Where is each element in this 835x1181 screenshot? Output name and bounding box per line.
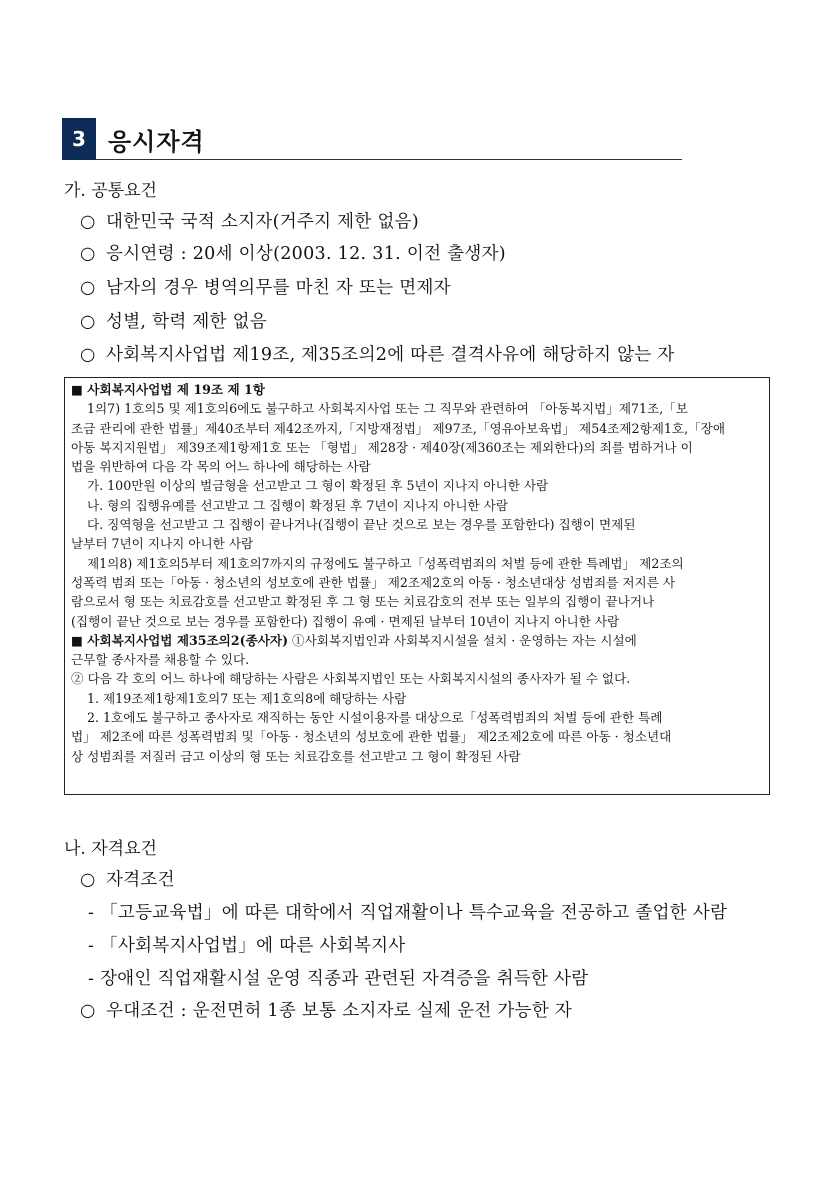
qualification-title: 나. 자격요건 [64,839,157,859]
list-item: ○ 대한민국 국적 소지자(거주지 제한 없음) [80,212,419,232]
law-line: 상 성범죄를 저질러 금고 이상의 형 또는 치료감호를 선고받고 그 형이 확정된 사람 [71,748,521,764]
law-line: 1의7) 1호의5 및 제1호의6에도 불구하고 사회복지사업 또는 그 직무와 관련하여 「아동복지법」제71조,「보 [87,401,688,417]
list-item: ○ 자격조건 [80,870,175,890]
list-item: ○ 응시연령 : 20세 이상(2003. 12. 31. 이전 출생자) [80,244,506,264]
list-item: ○ 우대조건 : 운전면허 1종 보통 소지자로 실제 운전 가능한 자 [80,1001,573,1021]
law-line: 1. 제19조제1항제1호의7 또는 제1호의8에 해당하는 사람 [87,690,407,706]
list-item: ○ 사회복지사업법 제19조, 제35조의2에 따른 결격사유에 해당하지 않는 자 [80,345,675,365]
law-line: 가. 100만원 이상의 벌금형을 선고받고 그 형이 확정된 후 5년이 지나지 아니한 사람 [87,478,549,494]
law-line: 조금 관리에 관한 법률」제40조부터 제42조까지,「지방재정법」 제97조,「영유아보육법」 제54조제2항제1호,「장애 [71,420,726,436]
section-divider [96,159,682,160]
law-line: 제1의8) 제1호의5부터 제1호의7까지의 규정에도 불구하고「성폭력범죄의 처벌 등에 관한 특례법」 제2조의 [87,555,684,571]
law-line: 법을 위반하여 다음 각 목의 어느 하나에 해당하는 사람 [71,459,371,475]
law-line: 법」 제2조에 따른 성폭력범죄 및「아동 · 청소년의 성보호에 관한 법률」 제2조제2호에 따른 아동 · 청소년대 [71,729,672,745]
law-line: 나. 형의 집행유예를 선고받고 그 집행이 확정된 후 7년이 지나지 아니한 사람 [87,497,509,513]
section-header [62,118,682,162]
law-line: 성폭력 범죄 또는「아동 · 청소년의 성보호에 관한 법률」 제2조제2호의 아동 · 청소년대상 성범죄를 저지른 사 [71,574,676,590]
law-heading: ■ 사회복지사업법 제35조의2(종사자) [71,632,289,648]
list-item: - 장애인 직업재활시설 운영 직종과 관련된 자격증을 취득한 사람 [88,969,589,989]
law-line: 2. 1호에도 불구하고 종사자로 재직하는 동안 시설이용자를 대상으로「성폭력범죄의 처벌 등에 관한 특례 [87,710,663,726]
section-title: 응시자격 [108,128,205,156]
law-excerpt-box [64,377,770,795]
law-line: 근무할 종사자를 채용할 수 있다. [71,652,250,668]
law-line: 아동 복지지원법」 제39조제1항제1호 또는 「형법」 제28장 · 제40장(제360조는 제외한다)의 죄를 범하거나 이 [71,439,693,455]
law-line: 날부터 7년이 지나지 아니한 사람 [71,536,254,552]
law-line: 다. 징역형을 선고받고 그 집행이 끝나거나(집행이 끝난 것으로 보는 경우를 포함한다) 집행이 면제된 [87,517,636,533]
law-line: (집행이 끝난 것으로 보는 경우를 포함한다) 집행이 유예 · 면제된 날부터 10년이 지나지 아니한 사람 [71,613,620,629]
list-item: ○ 남자의 경우 병역의무를 마친 자 또는 면제자 [80,278,451,298]
list-item: ○ 성별, 학력 제한 없음 [80,312,268,332]
section-number-badge: 3 [62,118,96,160]
law-line: ② 다음 각 호의 어느 하나에 해당하는 사람은 사회복지법인 또는 사회복지시설의 종사자가 될 수 없다. [71,671,631,687]
common-requirements-title: 가. 공통요건 [64,181,157,201]
law-heading: ■ 사회복지사업법 제 19조 제 1항 [71,382,265,397]
list-item: - 「고등교육법」에 따른 대학에서 직업재활이나 특수교육을 전공하고 졸업한 사람 [88,903,728,923]
law-line: ■ 사회복지사업법 제35조의2(종사자) ①사회복지법인과 사회복지시설을 설치 · 운영하는 자는 시설에 [71,632,637,648]
list-item: - 「사회복지사업법」에 따른 사회복지사 [88,936,406,956]
law-line: 람으로서 형 또는 치료감호를 선고받고 확정된 후 그 형 또는 치료감호의 전부 또는 일부의 집행이 끝나거나 [71,594,655,610]
